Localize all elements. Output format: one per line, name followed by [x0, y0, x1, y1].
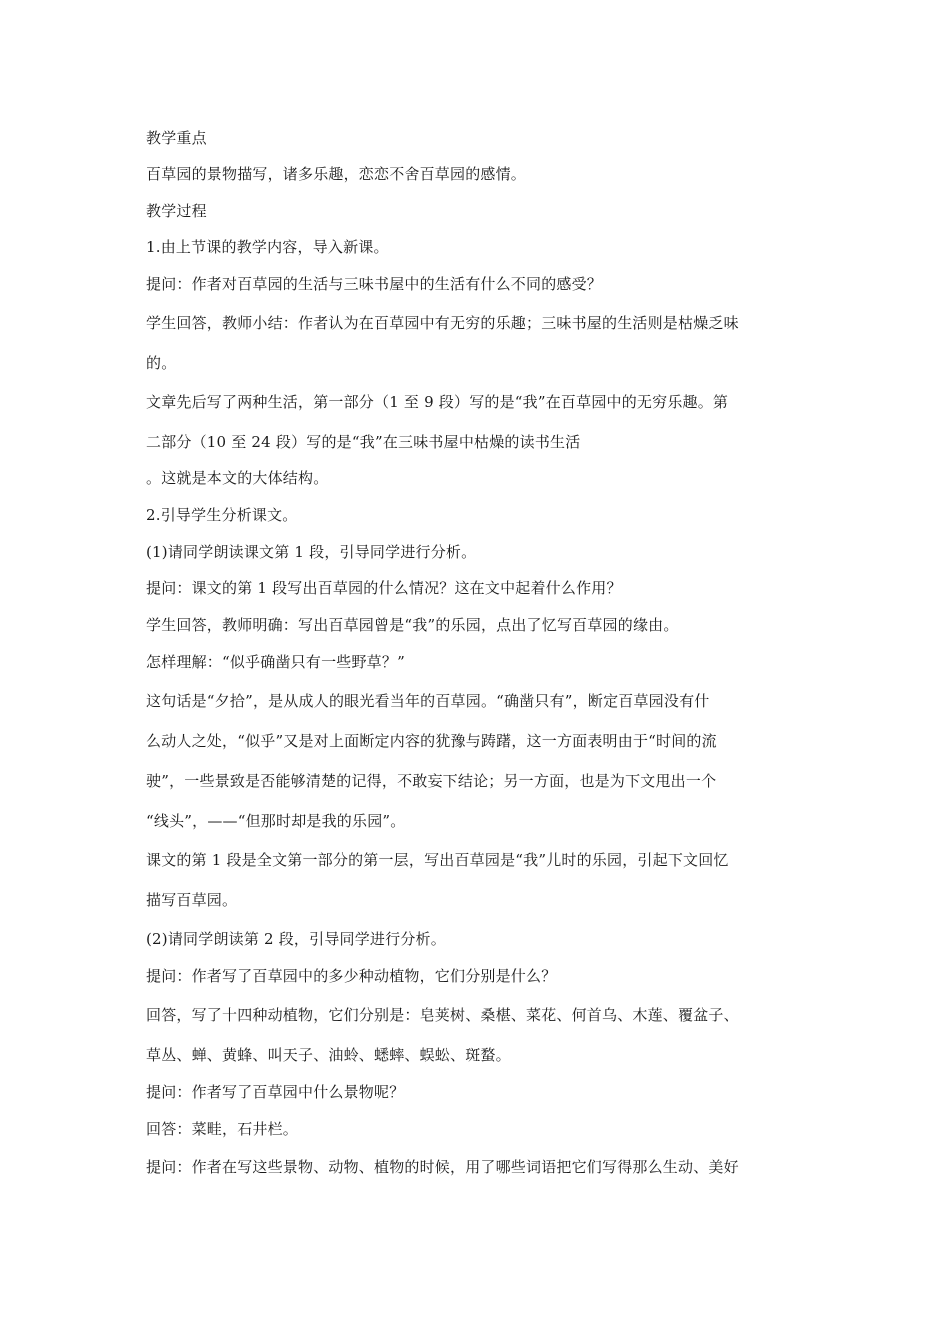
section-heading-teaching-focus: 教学重点	[146, 129, 207, 147]
paragraph-line: 怎样理解：“似乎确凿只有一些野草？”	[146, 653, 405, 671]
paragraph-line: 学生回答，教师小结：作者认为在百草园中有无穷的乐趣；三味书屋的生活则是枯燥乏味	[146, 314, 739, 332]
paragraph-line: 么动人之处，“似乎”又是对上面断定内容的犹豫与踌躇，这一方面表明由于“时间的流	[146, 732, 717, 750]
paragraph-line: 提问：作者在写这些景物、动物、植物的时候，用了哪些词语把它们写得那么生动、美好	[146, 1158, 739, 1176]
paragraph-line: 的。	[146, 354, 177, 372]
paragraph-line: 提问：作者写了百草园中的多少种动植物，它们分别是什么？	[146, 967, 557, 985]
paragraph-line: 课文的第 1 段是全文第一部分的第一层，写出百草园是“我”儿时的乐园，引起下文回忆	[146, 851, 729, 869]
paragraph-line: 文章先后写了两种生活，第一部分（1 至 9 段）写的是“我”在百草园中的无穷乐趣。第	[146, 393, 729, 411]
section-heading-teaching-process: 教学过程	[146, 202, 207, 220]
paragraph-line: 草丛、蝉、黄蜂、叫天子、油蛉、蟋蟀、蜈蚣、斑蝥。	[146, 1046, 511, 1064]
paragraph-line: 百草园的景物描写，诸多乐趣，恋恋不舍百草园的感情。	[146, 165, 527, 183]
paragraph-line: (1)请同学朗读课文第 1 段，引导同学进行分析。	[146, 543, 477, 561]
paragraph-line: “线头”，——“但那时却是我的乐园”。	[146, 812, 406, 830]
paragraph-line: 二部分（10 至 24 段）写的是“我”在三味书屋中枯燥的读书生活	[146, 433, 581, 451]
paragraph-line: 这句话是“夕拾”，是从成人的眼光看当年的百草园。“确凿只有”，断定百草园没有什	[146, 692, 710, 710]
paragraph-line: (2)请同学朗读第 2 段，引导同学进行分析。	[146, 930, 446, 948]
paragraph-line: 提问：作者写了百草园中什么景物呢？	[146, 1083, 405, 1101]
paragraph-line: 描写百草园。	[146, 891, 238, 909]
paragraph-line: 1.由上节课的教学内容，导入新课。	[146, 238, 389, 256]
paragraph-line: 2.引导学生分析课文。	[146, 506, 298, 524]
paragraph-line: 回答：菜畦，石井栏。	[146, 1120, 299, 1138]
paragraph-line: 回答，写了十四种动植物，它们分别是：皂荚树、桑椹、菜花、何首乌、木莲、覆盆子、	[146, 1006, 739, 1024]
paragraph-line: 提问：作者对百草园的生活与三味书屋中的生活有什么不同的感受？	[146, 275, 603, 293]
paragraph-line: 。这就是本文的大体结构。	[146, 469, 329, 487]
paragraph-line: 提问：课文的第 1 段写出百草园的什么情况？这在文中起着什么作用？	[146, 579, 622, 597]
paragraph-line: 学生回答，教师明确：写出百草园曾是“我”的乐园，点出了忆写百草园的缘由。	[146, 616, 679, 634]
paragraph-line: 驶”，一些景致是否能够清楚的记得，不敢妄下结论；另一方面，也是为下文甩出一个	[146, 772, 717, 790]
